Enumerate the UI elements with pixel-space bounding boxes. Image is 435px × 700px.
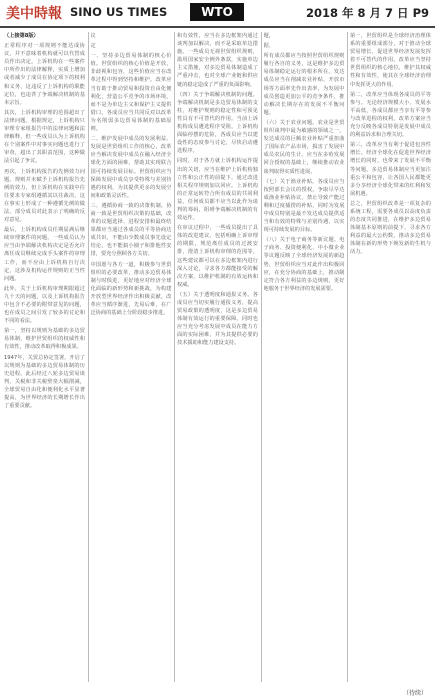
- article-column: [350, 32, 431, 682]
- article-paragraph: 同时，对于各方就上诉机构运作提出的关切，应当在维护上诉机构独立性和公正性的前提下，通过改进相关程序规则加以回应。上诉机构的正常运转符合所有成员的共同利益，任何成员都不应当以此作为谈判的筹码，阻碍争端解决机制的有效运作。: [177, 158, 258, 222]
- article-paragraph: 最后，上诉机构成员任期届满后继续审理案件的问题。一些成员认为应当由争端解决机构决定是否允许离任成员继续完成手头案件的审理工作，而不应由上诉机构自行决定，这涉及机构运作规则的正当性问题。: [4, 227, 85, 282]
- newspaper-logo: 美中時報: [6, 6, 62, 22]
- article-paragraph: （七）关于渔业补贴。各成员应当按照部长会议的授权，争取尽早达成渔业补贴协议，禁止导致产能过剩和过度捕捞的补贴，同时为发展中成员特别是最不发达成员提供适当和有效的特殊与差别待遇，以实现可持续发展的目标。: [263, 178, 345, 234]
- article-paragraph: 再次，上诉机构报告的先例效力问题。规则并未赋予上诉机构报告先例的效力，但上诉机构在实践中往往要求专家组遵循其以往裁决，这在事实上形成了一种遵循先例的做法，部分成员对此表示了明确的反对意见。: [4, 168, 85, 224]
- article-paragraph: 定: [90, 43, 96, 50]
- article-paragraph: 议: [90, 33, 96, 39]
- article-paragraph: 第一，坚持以规则为基础的多边贸易体制，维护世贸组织的权威性和有效性，推动改革取得积极成果。: [4, 328, 85, 351]
- column-divider: [347, 32, 348, 682]
- article-paragraph: 二、维护发展中成员的发展利益。发展是世贸组织工作的核心，改革应当解决发展中成员在融入经济全球化方面的困难，帮助其实现联合国可持续发展目标。世贸组织应当保障发展中成员享受特殊与差别待遇的权利，为其提供更多的发展空间和政策灵活性。: [90, 136, 172, 199]
- newspaper-name-english: SINO US TIMES: [70, 5, 168, 19]
- article-paragraph: 第三，改革应当有利于促进包容性增长。经济全球化在促进世界经济增长的同时，也带来了发展不平衡等问题，多边贸易体制应当更加注重公平和包容，让各国人民都能更多分享经济全球化带来的红利和发展机遇。: [350, 142, 431, 197]
- article-paragraph: 此外，关于上诉机构审理期限超过九十天的问题，以及上诉机构报告中包含不必要的附带意见的问题，也在成员之间引发了较多的讨论和不同的看法。: [4, 285, 85, 325]
- article-paragraph: 1947年，关贸总协定签署，开启了以规则为基础的多边贸易体制的历史进程。此后经过八轮多边贸易谈判，关税和非关税壁垒大幅削减，全球贸易自由化和便利化水平显著提高，为世界经济的长期增长作出了重要贡献。: [4, 354, 85, 410]
- page-footer: [0, 684, 435, 700]
- column-divider: [174, 32, 175, 682]
- article-paragraph: 中国愿与各方一道，积极参与世贸组织的必要改革，推动多边贸易体制与时俱进，更好地应对经济全球化面临的新形势和新挑战，为构建开放型世界经济作出积极贡献。改革应当循序渐进，先易后难，在广泛协商的基础上分阶段稳步推进。: [90, 261, 172, 317]
- article-paragraph: 第一，世贸组织是全球经济治理体系的重要组成部分，对于推动全球贸易增长、促进世界经济发展发挥着不可替代的作用。改革应当坚持世贸组织的核心地位，维护其权威性和有效性，使其在全球经济治理中发挥更大的作用。: [350, 33, 431, 88]
- article-paragraph: （八）关于电子商务等新议题。电子商务、投资便利化、中小微企业等议题反映了全球经济发展的新趋势，世贸组织应当对此作出积极回应，在充分协商的基础上，推动制定符合各方利益的多边规则，更好地服务于世界经济的发展需要。: [263, 237, 345, 292]
- article-paragraph: （六）关于农业问题。农业是世贸组织谈判中最为敏感的领域之一，发达成员的巨额农业补贴严重扭曲了国际农产品市场，损害了发展中成员农民的生计。应当在多哈发展回合授权的基础上，继续推动农业谈判取得实质性进展。: [263, 119, 345, 175]
- article-paragraph: 三、遵循协商一致的决策机制。协商一致是世贸组织决策的基础，改革的议题选择、进程安排和最终结果都应当通过各成员的平等协商达成共识，不能由少数成员事先设定结论，也不能搞小圈子和排他性安排，要充分照顾各方关切。: [90, 202, 172, 258]
- column-subheading: （上接第8版）: [4, 33, 39, 39]
- article-paragraph: （五）关于透明度和通报义务。各成员应当切实履行通报义务，提高贸易政策的透明度，这是多边贸易体制有效运行的重要保障。同时也应当充分考虑发展中成员在能力方面的实际困难，并为其提供必要的技术援助和能力建设支持。: [177, 291, 258, 347]
- column-divider: [88, 32, 89, 682]
- article-paragraph: （四）关于争端解决机制的问题。争端解决机制是多边贸易体制的支柱，对维护规则的稳定性和可预见性具有不可替代的作用。当前上诉机构成员遴选程序受阻，上诉机构面临停摆的危险，各成员应当以建设性的态度参与讨论，尽快启动遴选程序。: [177, 91, 258, 155]
- article-body: [4, 32, 431, 682]
- issue-date-page: 2018 年 8 月 7 日 P9: [306, 6, 429, 20]
- column-divider: [261, 32, 262, 682]
- continued-note: （待续）: [402, 690, 427, 697]
- article-column: [91, 32, 172, 682]
- article-column: [4, 32, 85, 682]
- article-paragraph: 正常程序对一项规则不能达成协议，并不意味着机构就可以代替成员作出决定。上诉机构在一些案件中所作出的法律解释，实质上增加或者减少了成员在协定项下的权利和义务，这违反了上诉机构的职能定位，也违背了争端解决机制的基本宗旨。: [4, 43, 85, 106]
- article-paragraph: 在审议过程中，一些成员提出了具体的改进建议，包括明确上诉审理的期限，规范离任成员的过渡安排，澄清上诉机构审理的范围等，这些建议都可以在多边框架内进行深入讨论，寻求各方都能接受的解决方案，以维护机制的有效运转和权威。: [177, 225, 258, 288]
- article-column: [264, 32, 345, 682]
- article-paragraph: 据、: [263, 43, 274, 50]
- article-paragraph: 和有效性，应当在多边框架内通过谈判加以解决，而不是采取单边措施。一些成员无视世贸组织规则，滥用国家安全例外条款，实施单边主义措施，对多边贸易体制造成了严重冲击，也对全球产业链和供应链的稳定造成了严重的负面影响。: [177, 33, 258, 88]
- article-paragraph: 所有成员都应当按照世贸组织规则履行各自的义务，这是维护多边贸易体制稳定运行的根本所在。发达成员应当在削减农业补贴、开放市场等方面率先作出表率，为发展中成员创造更加公平的竞争条件，推动解决长期存在的发展不平衡问题。: [263, 53, 345, 116]
- masthead: [0, 0, 435, 28]
- article-paragraph: 其次，上诉机构审理的范围超出了法律问题。根据规定，上诉机构只审理专家组报告中的法律问题和法律解释，但一些成员认为上诉机构在个别案件中对事实问题也进行了审查，超出了其职责范围，这种做法引起了争议。: [4, 109, 85, 165]
- article-paragraph: 一、坚持多边贸易体制的核心价值。世贸组织的核心价值是开放、非歧视和包容，这些价值应当在改革过程中得到坚持和维护。改革应当有助于推动贸易和投资自由化便利化，营造公平竞争的市场环境，而不是为单边主义和保护主义提供借口。各成员应当共同反对以改革为名削弱多边贸易体制的基础原则。: [90, 53, 172, 133]
- article-paragraph: 题，: [263, 33, 274, 39]
- article-paragraph: 第二，改革应当体现各成员的平等参与。无论经济规模大小、发展水平高低，各成员都应当享有平等参与改革进程的权利，改革方案应当充分反映各成员特别是发展中成员的利益诉求和合理关切。: [350, 91, 431, 139]
- section-label: WTO: [190, 3, 244, 21]
- article-column: [177, 32, 258, 682]
- article-paragraph: 总之，世贸组织改革是一项复杂的系统工程，需要各成员以高度负责的态度共同推进，在维护多边贸易体制基本原则的前提下，寻求各方利益的最大公约数，推动多边贸易体制在新的形势下焕发新的生机与活力。: [350, 200, 431, 256]
